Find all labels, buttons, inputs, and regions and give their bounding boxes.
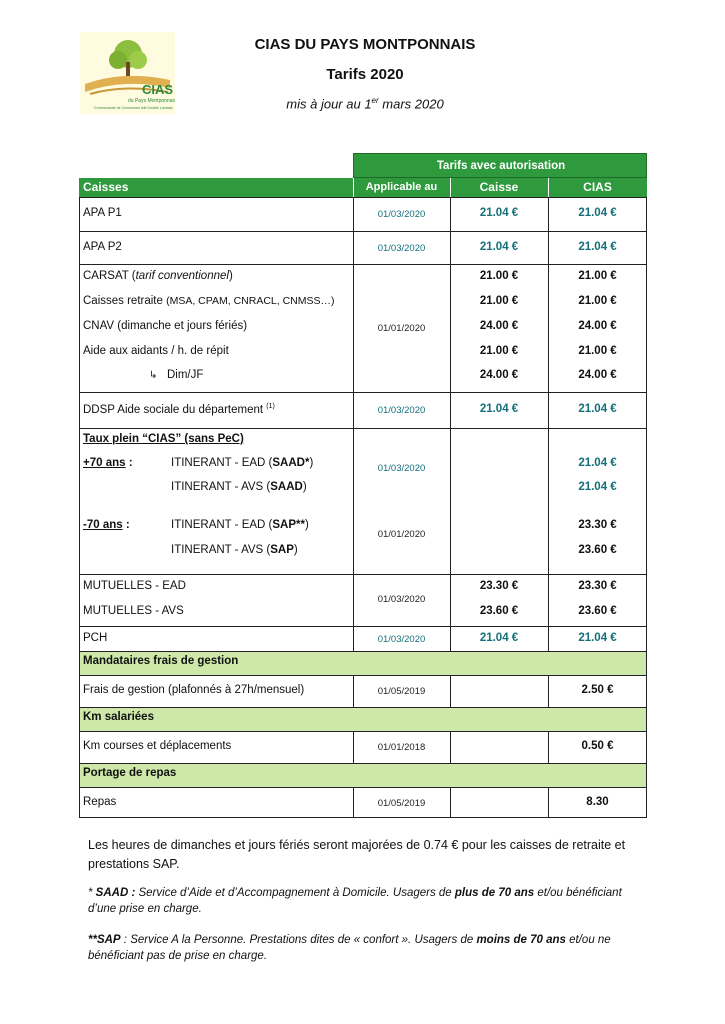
row-date: 01/03/2020 (377, 243, 426, 254)
group-header (353, 153, 647, 178)
col-cias: CIAS (583, 180, 612, 194)
saad-star: SAAD* (272, 457, 310, 469)
cias-logo (80, 32, 175, 114)
table-row (79, 627, 647, 652)
sap-b: SAP (270, 544, 294, 556)
taux-cias2: 21.04 € (578, 481, 617, 493)
taux-date2: 01/01/2020 (377, 529, 426, 540)
cnav-cias: 24.00 € (578, 320, 617, 332)
logo-text: CIAS (142, 82, 174, 97)
mutuelles-caisse2: 23.60 € (479, 605, 519, 617)
ddsp-date: 01/03/2020 (377, 405, 426, 416)
ddsp-text: DDSP Aide sociale du département (83, 403, 267, 416)
frais-date: 01/05/2019 (377, 686, 426, 697)
taux-date1: 01/03/2020 (377, 463, 426, 474)
dimjf-caisse: 24.00 € (479, 369, 519, 381)
retraite-caisse: 21.00 € (479, 295, 519, 307)
arrow-icon: ↳ (149, 370, 158, 381)
aidants-caisse: 21.00 € (479, 345, 519, 357)
itin-avs-saad (171, 481, 307, 493)
carsat-a: CARSAT ( (83, 270, 136, 282)
group-header-label: Tarifs avec autorisation (436, 160, 566, 172)
mutuelles-cias1: 23.30 € (578, 580, 617, 592)
itin-ead-c: ) (309, 457, 314, 469)
sap-star: SAP** (272, 519, 305, 531)
dimjf-text: Dim/JF (166, 369, 204, 381)
itin-ead-sap (171, 519, 309, 531)
plus70-text: +70 ans (83, 457, 126, 469)
pch-caisse: 21.04 € (479, 632, 519, 644)
ddsp-caisse: 21.04 € (479, 403, 519, 415)
minus70-colon: : (122, 519, 130, 531)
taux-cias4: 23.60 € (578, 544, 617, 556)
row-caisse: 21.04 € (479, 241, 519, 253)
ddsp-sup: (1) (266, 403, 275, 410)
cnav-caisse: 24.00 € (479, 320, 519, 332)
col-caisse: Caisse (479, 180, 519, 194)
row-cias: 21.04 € (578, 207, 617, 219)
km-cias: 0.50 € (581, 740, 614, 752)
carsat-c: ) (228, 270, 233, 282)
col-caisses: Caisses (83, 180, 129, 194)
mutuelles-ead: MUTUELLES - EAD (83, 580, 186, 592)
sap-footnote (88, 932, 648, 964)
taux-cias1: 21.04 € (578, 457, 617, 469)
pch-cias: 21.04 € (578, 632, 617, 644)
plus70-colon: : (125, 457, 133, 469)
update-suffix: mars 2020 (378, 96, 444, 112)
km-title: Km salariées (83, 711, 154, 723)
carsat-b: tarif conventionnel (135, 270, 229, 282)
portage-title: Portage de repas (83, 767, 177, 779)
retraite-a: Caisses retraite (83, 295, 167, 307)
ddsp-label (83, 403, 275, 416)
carsat-cias: 21.00 € (578, 270, 617, 282)
itin-avs-sap-a: ITINERANT - AVS ( (171, 544, 271, 556)
taux-title: Taux plein “CIAS” (sans PeC) (83, 433, 244, 445)
km-label: Km courses et déplacements (83, 740, 232, 752)
mutuelles-cias2: 23.60 € (578, 605, 617, 617)
retraite-cias: 21.00 € (578, 295, 617, 307)
repas-label: Repas (83, 796, 117, 808)
minus70-label (83, 519, 130, 531)
taux-cias3: 23.30 € (578, 519, 617, 531)
itin-ead-saad (171, 457, 313, 469)
plus70-label (83, 457, 133, 469)
page-subtitle: Tarifs 2020 (326, 66, 404, 83)
saad-e: et/ou bénéficiant d’une prise en charge. (88, 887, 622, 915)
pch-date: 01/03/2020 (377, 634, 426, 645)
ddsp-cias: 21.04 € (578, 403, 617, 415)
itin-ead-sap-a: ITINERANT - EAD ( (171, 519, 273, 531)
frais-cias: 2.50 € (581, 684, 614, 696)
carsat-date: 01/01/2020 (377, 323, 426, 334)
itin-ead-sap-c: ) (305, 519, 309, 531)
page-title: CIAS DU PAYS MONTPONNAIS (254, 36, 476, 53)
pch-label: PCH (83, 632, 108, 644)
section-header (79, 764, 647, 788)
table-row (79, 575, 647, 627)
table-row (79, 429, 647, 575)
mutuelles-caisse1: 23.30 € (479, 580, 519, 592)
itin-avs-sap (171, 544, 298, 556)
row-date: 01/03/2020 (377, 209, 426, 220)
dimjf-label (149, 369, 203, 381)
itin-avs-a: ITINERANT - AVS ( (171, 481, 271, 493)
table-row (79, 393, 647, 429)
mutuelles-avs: MUTUELLES - AVS (83, 605, 184, 617)
aide-aidants-label: Aide aux aidants / h. de répit (83, 345, 229, 357)
aidants-cias: 21.00 € (578, 345, 617, 357)
table-row (79, 265, 647, 393)
update-date (170, 96, 560, 111)
majoration-note: Les heures de dimanches et jours fériés seront majorées de 0.74 € pour les caisses de retraite et prestations SAP. (88, 838, 626, 871)
saad-footnote (88, 885, 648, 917)
itin-avs-c: ) (302, 481, 307, 493)
sap-a: ** (88, 934, 97, 946)
saad-a: * (88, 887, 96, 899)
group-header-row (79, 153, 647, 178)
sap-c: : Service A la Personne. Prestations dites de « confort ». Usagers de (120, 934, 477, 946)
dimjf-cias: 24.00 € (578, 369, 617, 381)
row-cias: 21.04 € (578, 241, 617, 253)
update-prefix: mis à jour au 1 (286, 96, 372, 112)
section-header (79, 652, 647, 676)
sap-e: et/ou ne bénéficiant pas de prise en charge. (88, 934, 611, 962)
caisses-retraite-label (83, 295, 335, 307)
section-header (79, 708, 647, 732)
column-header-row (79, 178, 647, 198)
row-label: APA P2 (83, 241, 122, 253)
frais-label: Frais de gestion (plafonnés à 27h/mensuel) (83, 684, 305, 696)
saad-b-fn: SAAD : (95, 887, 136, 899)
saad-b: SAAD (270, 481, 303, 493)
mandataires-title: Mandataires frais de gestion (83, 655, 239, 667)
carsat-label (83, 270, 233, 282)
sap-b-fn: SAP (96, 934, 121, 946)
table-row (79, 676, 647, 708)
saad-d: plus de 70 ans (454, 887, 535, 899)
km-date: 01/01/2018 (377, 742, 426, 753)
carsat-caisse: 21.00 € (479, 270, 519, 282)
repas-date: 01/05/2019 (377, 798, 426, 809)
cnav-label: CNAV (dimanche et jours fériés) (83, 320, 248, 332)
repas-cias: 8.30 (586, 796, 609, 808)
logo-tagline: Communauté de Communes Isle Double Landais (94, 106, 173, 110)
tarifs-table (79, 153, 647, 818)
row-caisse: 21.04 € (479, 207, 519, 219)
update-sup: er (371, 96, 379, 105)
itin-avs-sap-c: ) (293, 544, 298, 556)
table-row (79, 198, 647, 232)
logo-subtext: du Pays Montponnais (128, 98, 175, 104)
row-label: APA P1 (83, 207, 122, 219)
mutuelles-date: 01/03/2020 (377, 594, 426, 605)
minus70-text: -70 ans (83, 519, 123, 531)
retraite-b: (MSA, CPAM, CNRACL, CNMSS…) (166, 295, 335, 307)
col-applicable: Applicable au (365, 181, 438, 193)
table-row (79, 232, 647, 265)
table-row (79, 788, 647, 818)
itin-ead-a: ITINERANT - EAD ( (171, 457, 273, 469)
table-row (79, 732, 647, 764)
sap-d: moins de 70 ans (476, 934, 566, 946)
saad-c: Service d’Aide et d’Accompagnement à Domicile. Usagers de (135, 887, 455, 899)
